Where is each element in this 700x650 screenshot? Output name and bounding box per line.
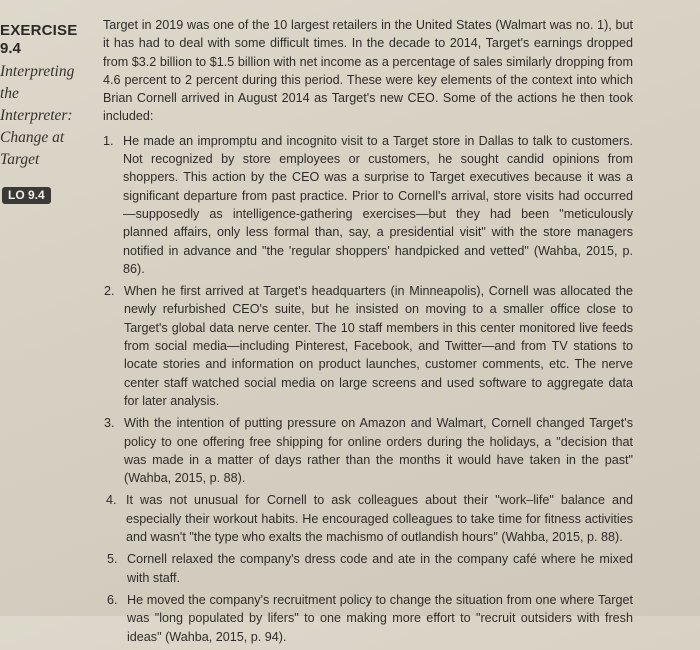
list-item-text: When he first arrived at Target's headquarters (in Minneapolis), Cornell was allocated the newly refurbished CEO's suite, but he insisted on moving to a smaller office close to Target's global data nerve center. The 10 staff members in this center monitored live feeds from social media—including Pinterest, Facebook, and Twitter—and from TV stations to locate stories and information on product launches, customer comments, etc. The nerve center staff watched social media on large screens and used software to aggregate data for later analysis. [124, 284, 633, 408]
exercise-body [103, 16, 633, 650]
list-item-text: He moved the company's recruitment policy to change the situation from one where Target was "long populated by lifers" to one making more effort to "recruit outsiders with fresh ideas" (Wahba, 2015, p. 94). [127, 592, 633, 644]
list-item-text: It was not unusual for Cornell to ask colleagues about their "work–life" balance and especially their workout habits. He encouraged colleagues to take time for fitness activities and wasn't "the type who exalts the machismo of outlandish hours" (Wahba, 2015, p. 88). [126, 493, 633, 545]
list-item [104, 414, 633, 487]
learning-objective-badge: LO 9.4 [2, 187, 51, 204]
list-item-number: 2. [104, 284, 115, 299]
list-item-number: 1. [103, 133, 114, 148]
list-item [103, 132, 633, 278]
list-item-text: He made an impromptu and incognito visit to a Target store in Dallas to talk to customers. Not recognized by store employees or customers, he sought candid opinions from shoppers. This action by the CEO was a surprise to Target executives because it was a significant departure from past practice. Prior to Cornell's arrival, store visits had occurred—supposedly as intelligence-gathering exercises—but they had been "meticulously planned affairs, only less formal than, say, a presidential visit" with the store managers notified in advance and "the 'regular shoppers' handpicked and vetted" (Wahba, 2015, p. 86). [123, 133, 633, 276]
exercise-title-line: the [0, 85, 19, 102]
intro-paragraph: Target in 2019 was one of the 10 largest retailers in the United States (Walmart was no. 1), but it has had to deal with some difficult times. In the decade to 2014, Target's earnings dropped from $3.2 billion to $1.5 billion with net income as a percentage of sales similarly dropping from 4.6 percent to 2 percent during this period. These were key elements of the context into which Brian Cornell arrived in August 2014 as Target's new CEO. Some of the actions he then took included: [103, 18, 633, 124]
exercise-sidebar [0, 22, 92, 204]
list-item-number: 6. [107, 592, 118, 607]
list-item-text: With the intention of putting pressure on Amazon and Walmart, Cornell changed Target's policy to one offering free shipping for online orders during the holidays, a "decision that was made in a matter of days rather than the months it would have taken in the past" (Wahba, 2015, p. 88). [124, 416, 633, 486]
action-list [103, 132, 633, 646]
exercise-title-line: Interpreter: [0, 107, 73, 124]
exercise-title-line: Target [0, 151, 40, 168]
list-item [107, 591, 633, 646]
list-item [106, 491, 633, 546]
list-item-number: 5. [107, 552, 118, 567]
list-item [107, 550, 633, 587]
exercise-number: 9.4 [0, 40, 21, 57]
list-item-number: 3. [104, 416, 115, 431]
exercise-title-line: Change at [0, 129, 65, 146]
exercise-label: EXERCISE [0, 22, 78, 39]
list-item-number: 4. [106, 493, 117, 508]
exercise-title-line: Interpreting [0, 63, 75, 80]
exercise-title [0, 61, 92, 171]
list-item [104, 282, 633, 410]
list-item-text: Cornell relaxed the company's dress code and ate in the company café where he mixed with staff. [127, 552, 633, 585]
